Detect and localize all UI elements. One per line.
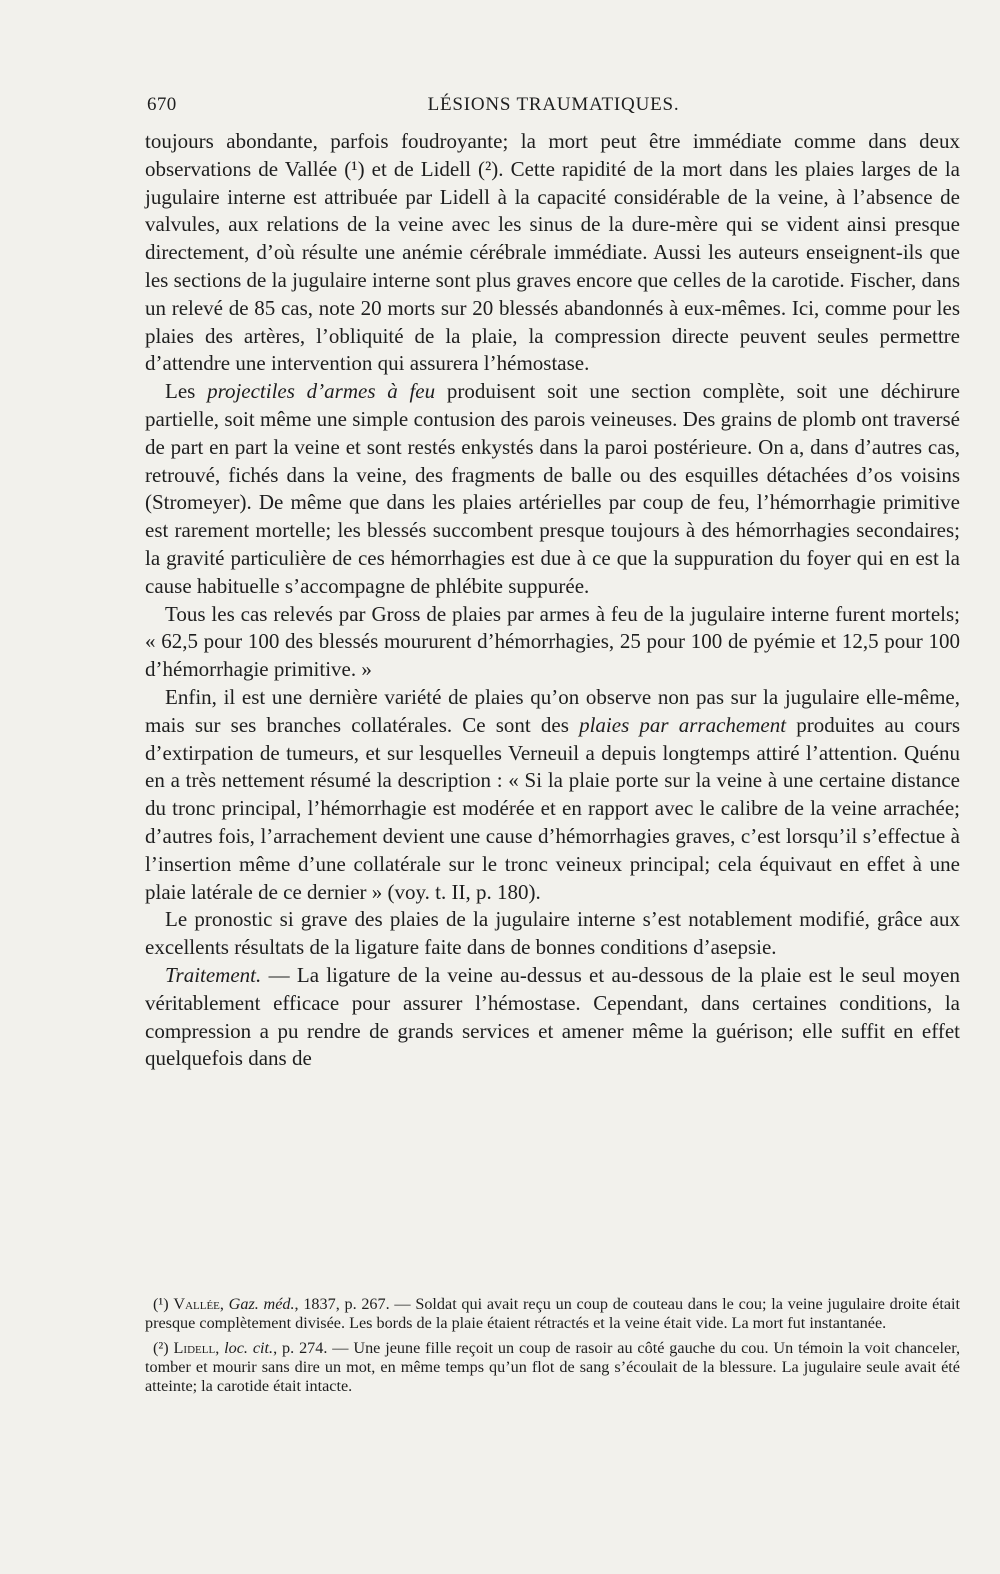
paragraph-4: Enfin, il est une dernière variété de plaies qu’on observe non pas sur la jugulaire elle-même, mais sur ses branches collatérales. Ce sont des plaies par arrachement produites au cours d’extirpation de tumeurs, et sur lesquelles Verneuil a depuis longtemps attiré l’attention. Quénu en a très nettement résumé la description : « Si la plaie porte sur la veine à une certaine distance du tronc principal, l’hémorrhagie est modérée et en rapport avec le calibre de la veine arrachée; d’autres fois, l’arrachement devient une cause d’hémorrhagies graves, c’est lorsqu’il s’effectue à l’insertion même d’une collatérale sur le tronc veineux principal; cela équivaut en effet à une plaie latérale de ce dernier » (voy. t. II, p. 180).: [145, 684, 960, 904]
paragraph-6: Traitement. — La ligature de la veine au-dessus et au-dessous de la plaie est le seul moyen véritablement efficace pour assurer l’hémostase. Cependant, dans certaines conditions, la compression a pu rendre de grands services et amener même la guérison; elle suffit en effet quelquefois dans de: [145, 962, 960, 1071]
footnote-author: Vallée: [173, 1295, 220, 1313]
emphasis-projectiles: projectiles d’armes à feu: [207, 379, 436, 404]
footnote-author: Lidell: [173, 1339, 216, 1357]
footnote-source: Gaz. méd.: [228, 1295, 295, 1313]
footnote-2: (²) Lidell, loc. cit., p. 274. — Une jeune fille reçoit un coup de rasoir au côté gauche du cou. Un témoin la voit chanceler, tomber et mourir sans dire un mot, en même temps qu’un flot de sang s’écoulait de la blessure. La jugulaire seule avait été atteinte; la carotide était intacte.: [145, 1339, 960, 1395]
paragraph-2: Les projectiles d’armes à feu produisent soit une section complète, soit une déchirure partielle, soit même une simple contusion des parois veineuses. Des grains de plomb ont traversé de part en part la veine et sont restés enkystés dans la paroi postérieure. On a, dans d’autres cas, retrouvé, fichés dans la veine, des fragments de balle ou des esquilles détachées d’os voisins (Stromeyer). De même que dans les plaies artérielles par coup de feu, l’hémorrhagie primitive est rarement mortelle; les blessés succombent presque toujours à des hémorrhagies secondaires; la gravité particulière de ces hémorrhagies est due à ce que la suppuration du foyer qui en est la cause habituelle s’accompagne de phlébite suppurée.: [145, 379, 960, 598]
footnote-1: (¹) Vallée, Gaz. méd., 1837, p. 267. — Soldat qui avait reçu un coup de couteau dans le cou; la veine jugulaire droite était presque complètement divisée. Les bords de la plaie étaient rétractés et la veine était vide. La mort fut instantanée.: [145, 1295, 960, 1332]
footnote-source: loc. cit.: [224, 1339, 274, 1357]
page-number: 670: [147, 94, 177, 115]
emphasis-plaies-arrachement: plaies par arrachement: [579, 712, 787, 737]
section-heading-traitement: Traitement.: [165, 962, 262, 987]
body-text: [145, 128, 960, 1073]
paragraph-5: Le pronostic si grave des plaies de la jugulaire interne s’est notablement modifié, grâce aux excellents résultats de la ligature faite dans de bonnes conditions d’asepsie.: [145, 907, 960, 960]
paragraph-1: toujours abondante, parfois foudroyante; la mort peut être immédiate comme dans deux observations de Vallée (¹) et de Lidell (²). Cette rapidité de la mort dans les plaies larges de la jugulaire interne est attribuée par Lidell à la capacité considérable de la veine, à l’absence de valvules, aux relations de la veine avec les sinus de la dure-mère qui se vident ainsi presque directement, d’où résulte une anémie cérébrale immédiate. Aussi les auteurs enseignent-ils que les sections de la jugulaire interne sont plus graves encore que celles de la carotide. Fischer, dans un relevé de 85 cas, note 20 morts sur 20 blessés abandonnés à eux-mêmes. Ici, comme pour les plaies des artères, l’obliquité de la plaie, la compression directe peuvent seules permettre d’attendre une intervention qui assurera l’hémostase.: [145, 129, 960, 376]
footnotes: [145, 1295, 960, 1402]
running-title: LÉSIONS TRAUMATIQUES.: [427, 94, 680, 115]
page-header: [147, 94, 960, 124]
paragraph-3: Tous les cas relevés par Gross de plaies par armes à feu de la jugulaire interne furent mortels; « 62,5 pour 100 des blessés moururent d’hémorrhagies, 25 pour 100 de pyémie et 12,5 pour 100 d’hémorrhagie primitive. »: [145, 601, 960, 682]
